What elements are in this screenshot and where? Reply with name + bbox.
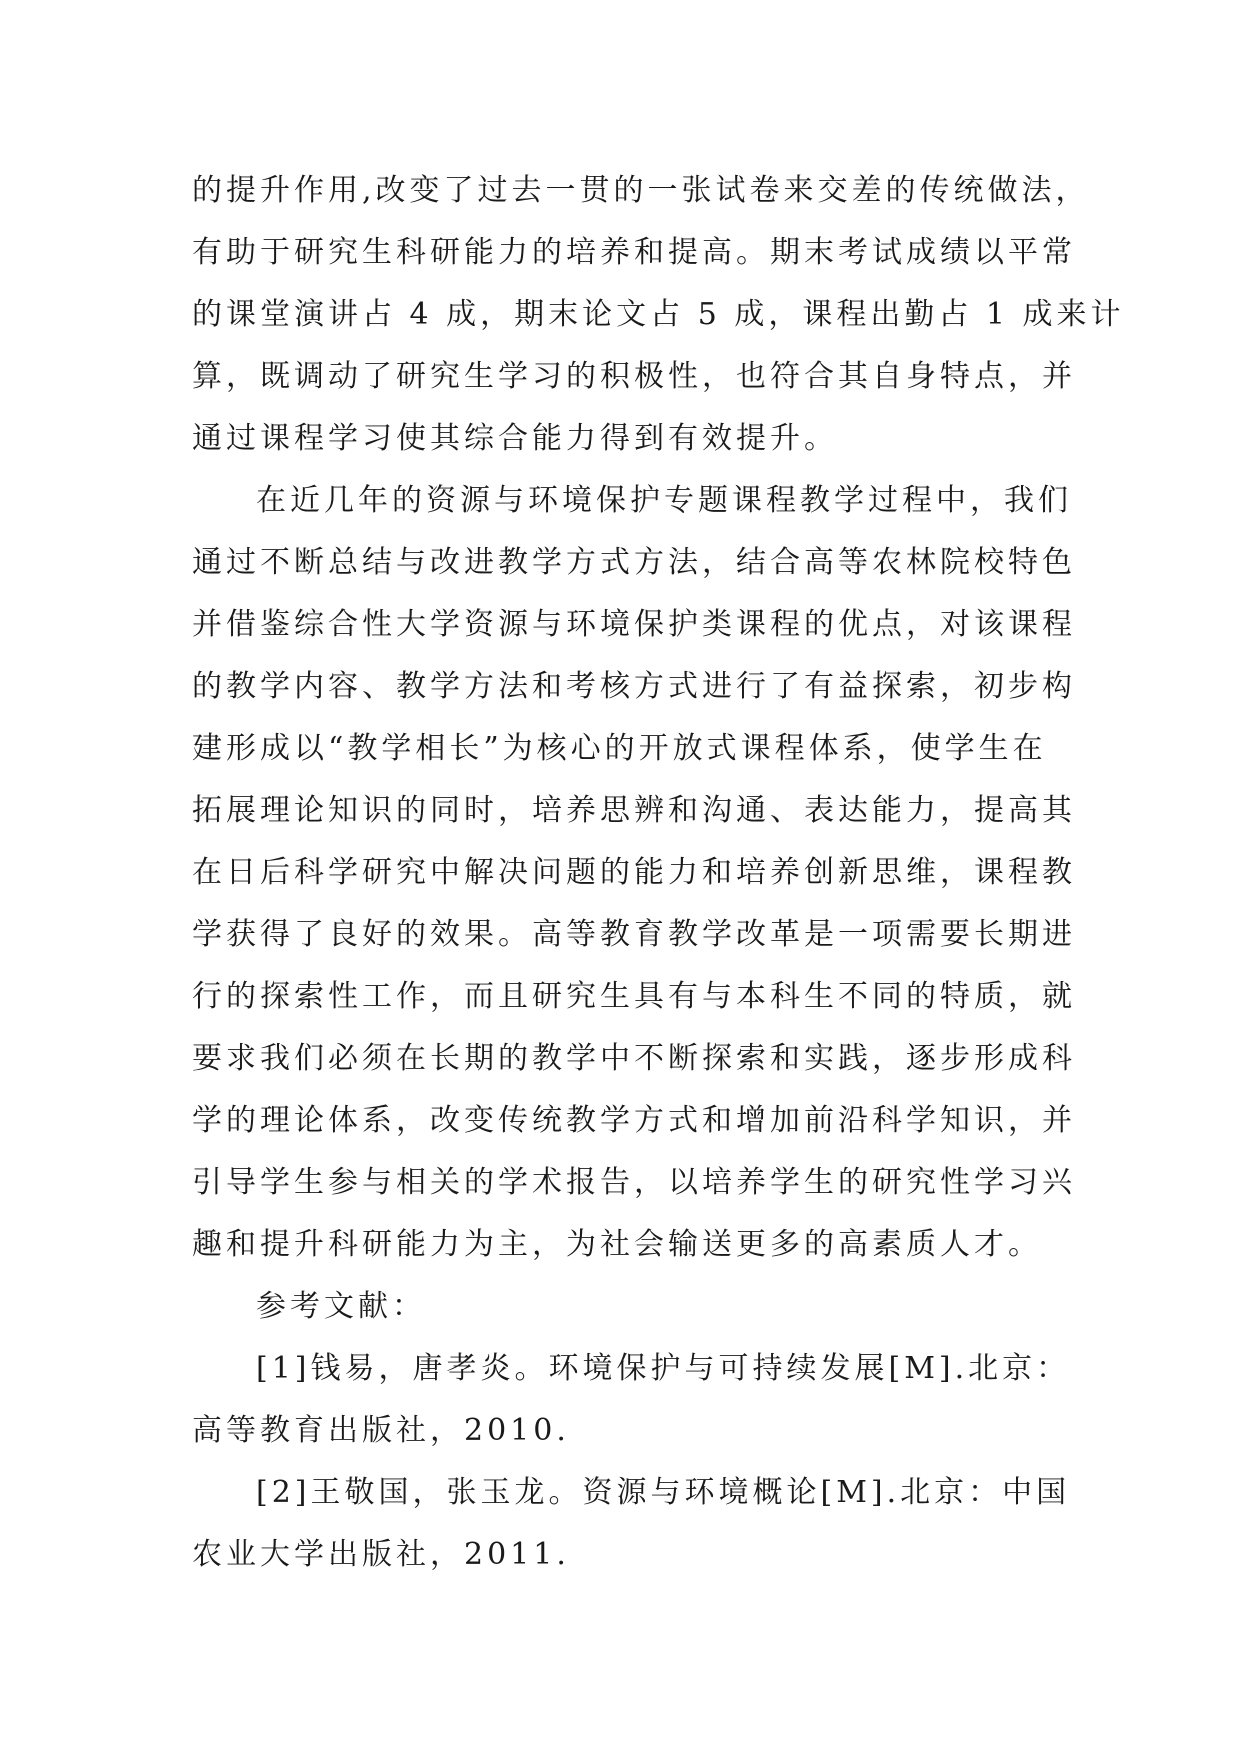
references-heading: 参考文献： <box>256 1289 426 1324</box>
text-line: 有助于研究生科研能力的培养和提高。期末考试成绩以平常 <box>192 235 1076 270</box>
text-line: 通过不断总结与改进教学方式方法，结合高等农林院校特色 <box>192 545 1076 580</box>
text-line: 引导学生参与相关的学术报告，以培养学生的研究性学习兴 <box>192 1165 1076 1200</box>
text-line: 学的理论体系，改变传统教学方式和增加前沿科学知识，并 <box>192 1103 1076 1138</box>
reference-item <box>192 1338 1092 1462</box>
text-line: 学获得了良好的效果。高等教育教学改革是一项需要长期进 <box>192 917 1076 952</box>
references-section <box>192 1276 1092 1586</box>
reference-line: 农业大学出版社，2011. <box>192 1537 570 1572</box>
text-line: 算，既调动了研究生学习的积极性，也符合其自身特点，并 <box>192 359 1076 394</box>
text-line: 通过课程学习使其综合能力得到有效提升。 <box>192 421 838 456</box>
text-line: 要求我们必须在长期的教学中不断探索和实践，逐步形成科 <box>192 1041 1076 1076</box>
document-body <box>192 160 1125 1586</box>
text-line: 拓展理论知识的同时，培养思辨和沟通、表达能力，提高其 <box>192 793 1076 828</box>
reference-line: [1]钱易，唐孝炎。环境保护与可持续发展[M].北京： <box>256 1351 1071 1386</box>
text-line: 在日后科学研究中解决问题的能力和培养创新思维，课程教 <box>192 855 1076 890</box>
text-line: 的提升作用,改变了过去一贯的一张试卷来交差的传统做法， <box>192 173 1090 208</box>
text-line: 的教学内容、教学方法和考核方式进行了有益探索，初步构 <box>192 669 1076 704</box>
text-line: 在近几年的资源与环境保护专题课程教学过程中，我们 <box>256 483 1072 518</box>
text-line: 建形成以“教学相长”为核心的开放式课程体系，使学生在 <box>192 731 1047 766</box>
reference-line: [2]王敬国，张玉龙。资源与环境概论[M].北京：中国 <box>256 1475 1071 1510</box>
text-line: 趣和提升科研能力为主，为社会输送更多的高素质人才。 <box>192 1227 1042 1262</box>
reference-line: 高等教育出版社，2010. <box>192 1413 570 1448</box>
paragraph-continuation <box>192 160 1125 470</box>
paragraph-conclusion <box>192 470 1092 1276</box>
text-line: 的课堂演讲占 4 成，期末论文占 5 成，课程出勤占 1 成来计 <box>192 297 1125 332</box>
reference-item <box>192 1462 1092 1586</box>
text-line: 并借鉴综合性大学资源与环境保护类课程的优点，对该课程 <box>192 607 1076 642</box>
text-line: 行的探索性工作，而且研究生具有与本科生不同的特质，就 <box>192 979 1076 1014</box>
